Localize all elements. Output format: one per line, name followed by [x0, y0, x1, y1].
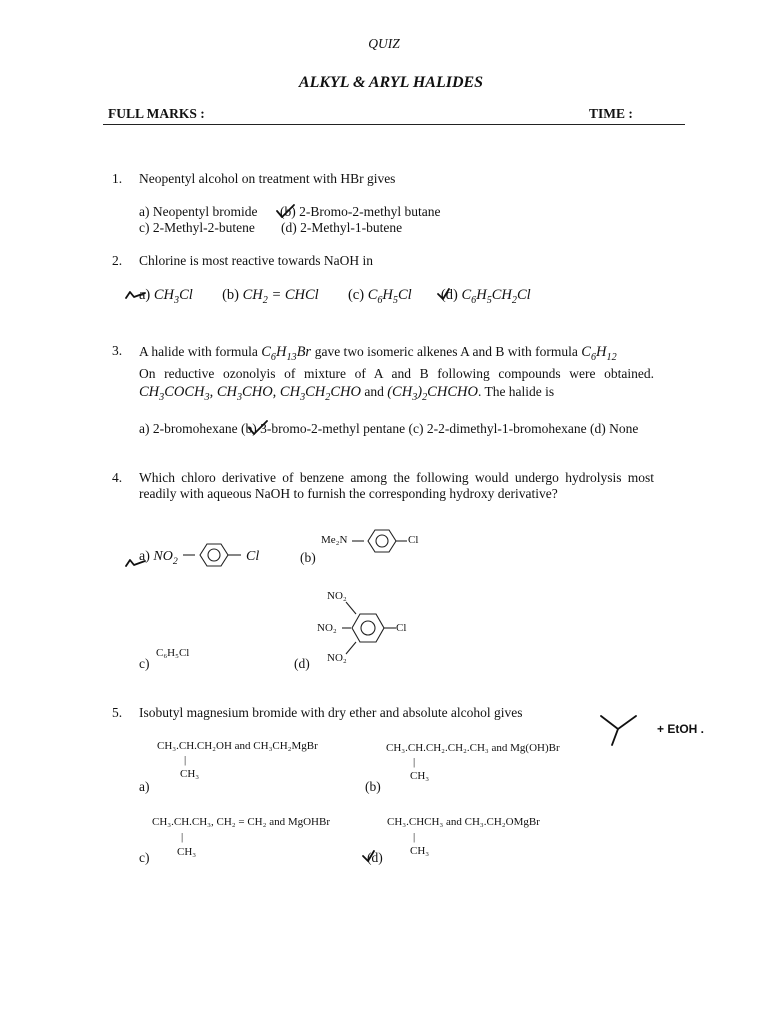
- checkmark-icon: [436, 287, 458, 301]
- checkmark-icon: [361, 849, 383, 863]
- q4-option-b-label: (b): [300, 550, 316, 565]
- checkmark-icon: [246, 418, 270, 436]
- q1-number: 1.: [112, 171, 123, 186]
- q5-a-formula: CH₃.CH.CH₂OH and CH₃CH₂MgBr: [157, 740, 318, 752]
- q4-option-a: a) $NO_2$: [139, 549, 178, 567]
- q5-c-ch3: CH₃: [177, 846, 197, 858]
- q5-b-formula: CH₃.CH.CH₂.CH₂.CH₃ and Mg(OH)Br: [386, 742, 560, 754]
- q2-options: a) $CH_3Cl$ (b) $CH_2$ = CHCl (c) $C_6H_5Cl$ (d) $C_6H_5CH_2Cl$: [139, 287, 531, 306]
- q3-options: a) 2-bromohexane (b) 3-bromo-2-methyl pentane (c) 2-2-dimethyl-1-bromohexane (d) None: [139, 421, 639, 436]
- q4-d-cl: Cl: [396, 622, 407, 634]
- q5-d-ch3: CH₃: [410, 845, 430, 857]
- q1-stem: Neopentyl alcohol on treatment with HBr gives: [139, 171, 396, 186]
- q2-option-d-label: (d): [440, 287, 458, 303]
- q4-stem-line2: readily with aqueous NaOH to furnish the corresponding hydroxy derivative?: [139, 486, 558, 501]
- q5-option-a-label: a): [139, 779, 150, 794]
- time-label: TIME :: [589, 106, 633, 121]
- q4-d-no2-bottom: NO₂: [327, 652, 347, 664]
- q3-number: 3.: [112, 343, 123, 358]
- header-rule: [103, 124, 685, 125]
- q5-b-bar: |: [413, 756, 416, 768]
- q5-option-d-label: (d): [367, 850, 383, 865]
- q2-option-c-label: (c): [347, 287, 365, 303]
- q5-handwritten-note: + EtOH .: [657, 722, 705, 736]
- benzene-ring-icon: [352, 527, 412, 555]
- q5-stem: Isobutyl magnesium bromide with dry ether and absolute alcohol gives: [139, 705, 523, 720]
- skeletal-structure-sketch: [598, 712, 640, 748]
- q5-option-b-label: (b): [365, 779, 381, 794]
- q1-option-b: (b) 2-Bromo-2-methyl butane: [280, 204, 441, 219]
- q4-number: 4.: [112, 470, 123, 485]
- q2-stem: Chlorine is most reactive towards NaOH in: [139, 253, 373, 268]
- q5-d-bar: |: [413, 831, 416, 843]
- q5-a-ch3: CH₃: [180, 768, 200, 780]
- q4-b-me2n: Me₂N: [321, 534, 348, 546]
- q5-d-formula: CH₃.CHCH₃ and CH₃.CH₂OMgBr: [387, 816, 540, 828]
- q4-option-c-label: c): [139, 656, 150, 671]
- quiz-label: QUIZ: [368, 36, 400, 51]
- q2-option-a-label: a): [139, 287, 151, 303]
- q1-option-c: c) 2-Methyl-2-butene: [139, 220, 255, 235]
- q4-option-d-label: (d): [294, 656, 310, 671]
- q4-stem-line1: Which chloro derivative of benzene among the following would undergo hydrolysis most: [139, 470, 654, 485]
- q5-number: 5.: [112, 705, 123, 720]
- q4-b-cl: Cl: [408, 534, 419, 546]
- q1-option-d: (d) 2-Methyl-1-butene: [281, 220, 403, 235]
- full-marks-label: FULL MARKS :: [108, 106, 205, 121]
- benzene-ring-icon: [183, 541, 243, 569]
- q5-c-bar: |: [181, 831, 184, 843]
- q5-c-formula: CH₃.CH.CH₃, CH₂ = CH₂ and MgOHBr: [152, 816, 330, 828]
- q5-a-bar: |: [184, 754, 187, 766]
- q4-d-no2-top: NO₂: [327, 590, 347, 602]
- q5-b-ch3: CH₃: [410, 770, 430, 782]
- benzene-ring-icon: [338, 600, 398, 658]
- q2-number: 2.: [112, 253, 123, 268]
- checkmark-icon: [274, 202, 298, 220]
- q3-line3: $CH_3COCH_3$, $CH_3CHO$, $CH_3CH_2CHO$ and $(CH_3)_2CHCHO$. The halide is: [139, 384, 555, 403]
- q2-option-b-label: (b): [222, 287, 239, 303]
- q1-option-a: a) Neopentyl bromide: [139, 204, 258, 219]
- page-title: ALKYL & ARYL HALIDES: [298, 74, 484, 91]
- q4-c-formula: C₆H₅Cl: [156, 647, 190, 659]
- q4-d-no2-left: NO₂: [317, 622, 337, 634]
- q4-a-cl: Cl: [246, 549, 260, 564]
- q5-option-c-label: c): [139, 850, 150, 865]
- q3-line1: A halide with formula $C_6H_{13}Br$ gave two isomeric alkenes A and B with formula $C_6H_{12}$: [139, 344, 617, 363]
- q3-line2: On reductive ozonolyis of mixture of A and B following compounds were obtained.: [139, 366, 654, 381]
